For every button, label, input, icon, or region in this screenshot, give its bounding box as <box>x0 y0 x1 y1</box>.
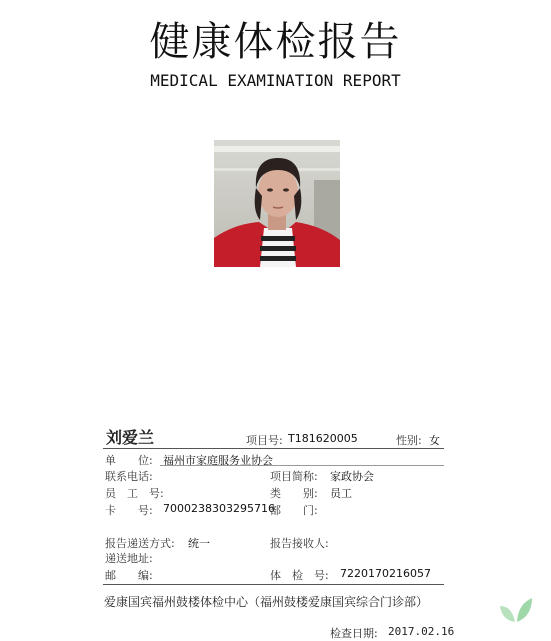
portrait-photo <box>214 140 340 267</box>
category-value: 员工 <box>330 487 352 500</box>
delivery-address-label: 递送地址: <box>105 552 153 565</box>
gender-label: 性别: <box>396 434 422 447</box>
report-title-en: MEDICAL EXAMINATION REPORT <box>150 71 401 90</box>
unit-underline <box>160 465 444 466</box>
employee-no-label: 员 工 号: <box>105 487 164 500</box>
gender-value: 女 <box>429 434 440 447</box>
exam-center-name: 爱康国宾福州鼓楼体检中心（福州鼓楼爱康国宾综合门诊部） <box>104 595 429 609</box>
unit-label: 单 位: <box>105 454 153 467</box>
project-short-value: 家政协会 <box>330 470 374 483</box>
leaf-logo-icon <box>498 596 534 624</box>
receiver-label: 报告接收人: <box>270 537 329 550</box>
exam-date-label: 检查日期: <box>330 627 378 640</box>
exam-date-value: 2017.02.16 <box>388 625 455 638</box>
category-label: 类 别: <box>270 487 318 500</box>
top-divider <box>103 448 444 449</box>
project-no-label: 项目号: <box>246 434 283 447</box>
exam-no-label: 体 检 号: <box>270 569 329 582</box>
card-no-label: 卡 号: <box>105 504 153 517</box>
bottom-divider <box>103 584 444 585</box>
report-title-cn: 健康体检报告 <box>149 19 402 65</box>
phone-label: 联系电话: <box>105 470 153 483</box>
dept-label: 部 门: <box>270 504 318 517</box>
postcode-label: 邮 编: <box>105 569 153 582</box>
project-no-value: T181620005 <box>288 432 358 445</box>
unit-value: 福州市家庭服务业协会 <box>163 454 273 467</box>
delivery-method-label: 报告递送方式: <box>105 537 175 550</box>
exam-no-value: 7220170216057 <box>340 567 431 580</box>
project-short-label: 项目简称: <box>270 470 318 483</box>
person-name: 刘爱兰 <box>106 428 155 447</box>
card-no-value: 7000238303295716 <box>163 502 275 515</box>
delivery-method-value: 统一 <box>188 537 210 550</box>
